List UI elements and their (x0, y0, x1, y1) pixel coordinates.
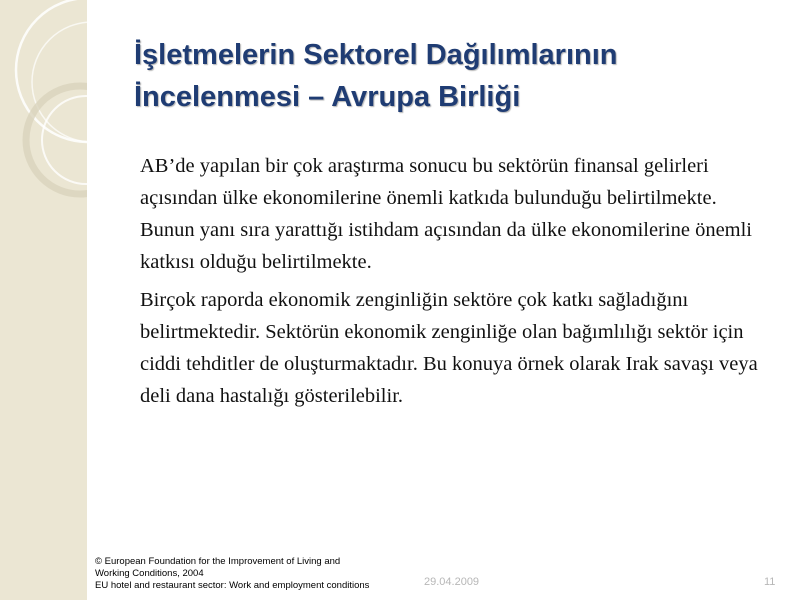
source-line-3: EU hotel and restaurant sector: Work and employment conditions (95, 580, 370, 591)
slide-title-line-1: İşletmelerin Sektorel Dağılımlarının (134, 39, 618, 71)
source-line-2: Working Conditions, 2004 (95, 568, 204, 579)
decorative-side-band (0, 0, 87, 600)
decorative-circles (0, 0, 87, 600)
slide-date: 29.04.2009 (424, 576, 480, 588)
source-citation (95, 556, 369, 592)
source-line-1: © European Foundation for the Improvement of Living and (95, 556, 341, 567)
paragraph-2: Birçok raporda ekonomik zenginliğin sektöre çok katkı sağladığını belirtmektedir. Sektörün ekonomik zenginliğe olan bağımlılığı sektör için ciddi tehditler de oluşturmaktadır. Bu konuya örnek olarak Irak savaşı veya deli dana hastalığı gösterilebilir. (140, 289, 758, 407)
slide-page-number: 11 (764, 576, 776, 588)
slide-title-line-2: İncelenmesi – Avrupa Birliği (134, 81, 521, 113)
paragraph-1: AB’de yapılan bir çok araştırma sonucu bu sektörün finansal gelirleri açısından ülke ekonomilerine önemli katkıda bulunduğu belirtilmekte. Bunun yanı sıra yarattığı istihdam açısından da ülke ekonomilerine önemli katkısı olduğu belirtilmekte. (140, 155, 753, 273)
slide-body (140, 150, 770, 418)
slide-title (134, 34, 774, 118)
